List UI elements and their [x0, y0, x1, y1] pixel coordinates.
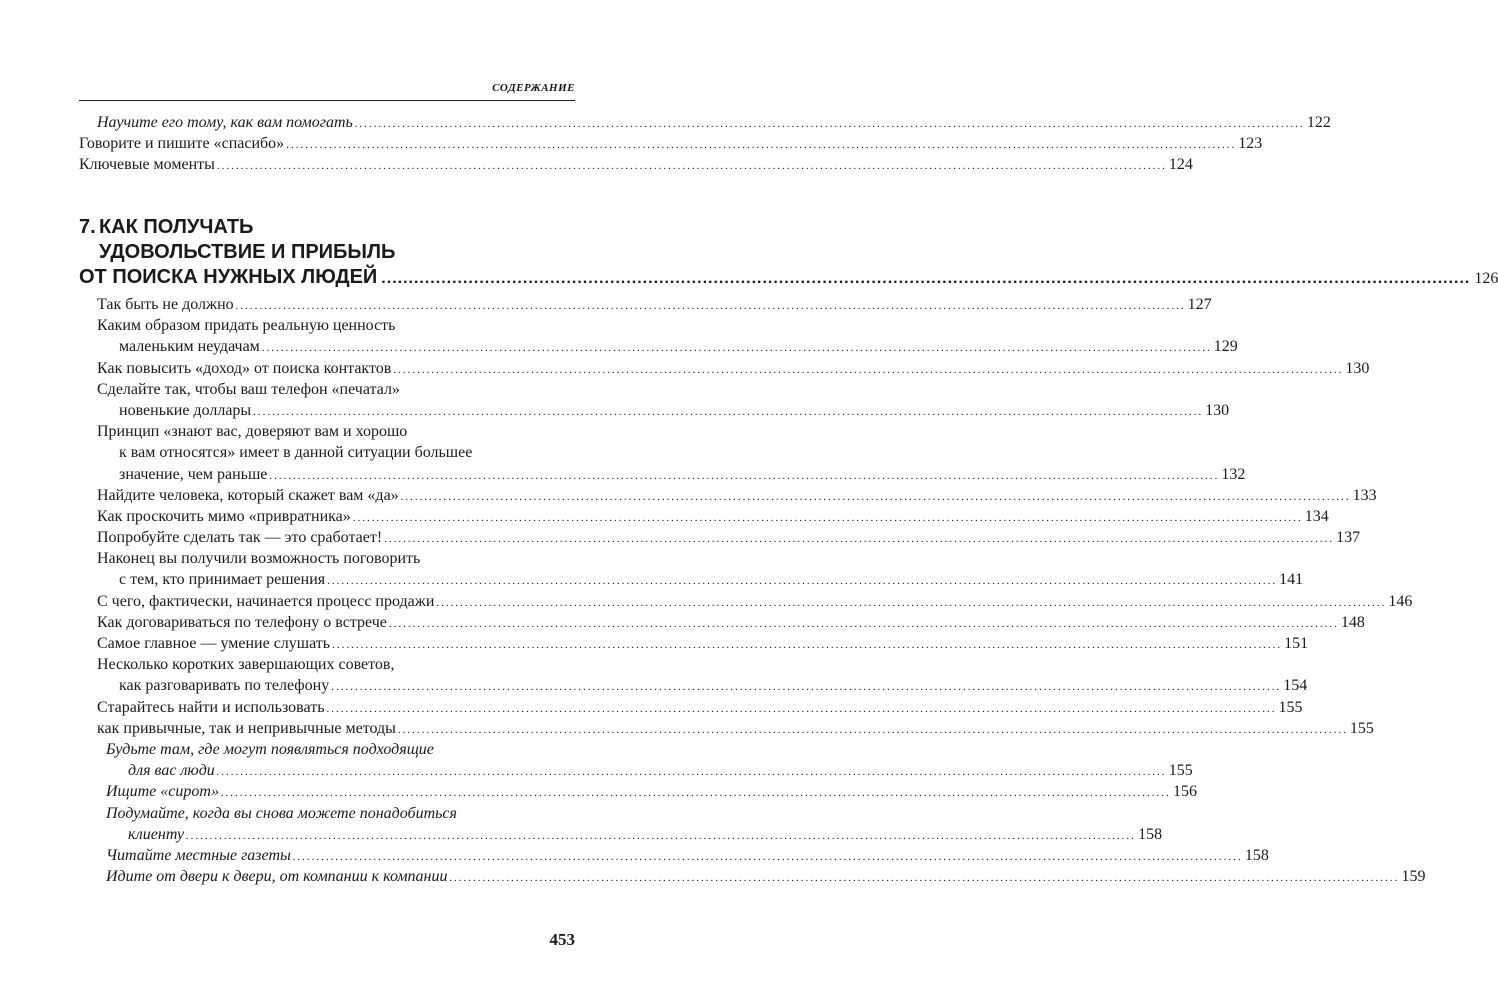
- toc-entry[interactable]: [79, 635, 1309, 656]
- dot-leader: ........................................................................................................................................................................................................: [449, 872, 1400, 885]
- toc-entry[interactable]: [79, 114, 1331, 135]
- toc-entry[interactable]: [79, 846, 1269, 868]
- header-rule: [79, 100, 575, 101]
- toc-entry[interactable]: [79, 156, 1193, 177]
- chapter-title-line: УДОВОЛЬСТВИЕ И ПРИБЫЛЬ: [99, 241, 396, 263]
- chapter-page-number: 126: [1474, 270, 1498, 287]
- toc-page-number: 129: [1213, 338, 1238, 356]
- toc-entry[interactable]: [79, 423, 1246, 487]
- dot-leader: ........................................................................................................................................................................................................: [397, 723, 1348, 736]
- toc-entry[interactable]: [79, 868, 1426, 889]
- toc-entry[interactable]: [79, 698, 1303, 720]
- toc-entry-title-line: Каким образом придать реальную ценность: [97, 317, 396, 335]
- toc-entry-title-line: с тем, кто принимает решения: [119, 571, 326, 589]
- dot-leader: ........................................................................................................................................................................................................: [286, 139, 1237, 152]
- toc-entry-title-line: Как договариваться по телефону о встрече: [97, 613, 387, 631]
- dot-leader: ........................................................................................................................................................................................................: [331, 681, 1282, 694]
- toc-entry-title-line: Ищите «сирот»: [106, 783, 219, 801]
- toc-entry-title-line: Как проскочить мимо «привратника»: [97, 507, 351, 525]
- dot-leader: ........................................................................................................................................................................................................: [384, 533, 1335, 546]
- toc-page-number: 124: [1168, 156, 1193, 174]
- toc-entry-title-line: Ключевые моменты: [79, 156, 215, 174]
- toc-entry-title-line: новенькие доллары: [119, 401, 252, 419]
- dot-leader: ........................................................................................................................................................................................................: [332, 639, 1283, 651]
- dot-leader: ........................................................................................................................................................................................................: [186, 829, 1137, 842]
- dot-leader: ........................................................................................................................................................................................................: [354, 118, 1305, 130]
- toc-entry[interactable]: [79, 529, 1361, 550]
- toc-page-number: 130: [1345, 359, 1370, 377]
- toc-entry[interactable]: [79, 804, 1163, 847]
- toc-page-number: 137: [1336, 529, 1361, 547]
- toc-entry-title-line: Несколько коротких завершающих советов,: [97, 656, 395, 674]
- toc-entry-title-line: Наконец вы получили возможность поговорить: [97, 550, 421, 568]
- toc-page-number: 156: [1172, 783, 1197, 801]
- toc-entry[interactable]: [79, 719, 1374, 741]
- toc-entry-title-line: С чего, фактически, начинается процесс продажи: [97, 592, 435, 610]
- toc-entry-title-line: Идите от двери к двери, от компании к компании: [106, 868, 448, 886]
- toc-entry-title-line: Самое главное — умение слушать: [97, 635, 331, 652]
- toc-entry[interactable]: [79, 380, 1230, 423]
- toc-entry[interactable]: [79, 135, 1263, 156]
- dot-leader: ........................................................................................................................................................................................................: [436, 596, 1387, 609]
- toc-entry-title-line: для вас люди: [128, 762, 215, 780]
- toc-entry-title-line: Попробуйте сделать так — это сработает!: [97, 529, 383, 547]
- toc-entry-title-line: к вам относятся» имеет в данной ситуации большее: [119, 444, 473, 462]
- toc-page-number: 159: [1401, 868, 1426, 886]
- toc-entry[interactable]: [79, 656, 1308, 698]
- dot-leader: ........................................................................................................................................................................................................: [261, 342, 1212, 355]
- dot-leader: ........................................................................................................................................................................................................: [216, 766, 1167, 779]
- toc-entry[interactable]: [79, 783, 1197, 804]
- dot-leader: ........................................................................................................................................................................................................: [292, 850, 1243, 863]
- dot-leader: ........................................................................................................................................................................................................: [220, 787, 1171, 800]
- toc-entry-title-line: Принцип «знают вас, доверяют вам и хорошо: [97, 423, 408, 441]
- toc-page-number: 151: [1284, 635, 1309, 652]
- chapter-title-line: ОТ ПОИСКА НУЖНЫХ ЛЮДЕЙ: [79, 266, 378, 288]
- toc-page-number: 148: [1340, 613, 1365, 631]
- chapter-title-line: КАК ПОЛУЧАТЬ: [99, 216, 254, 238]
- toc-entry[interactable]: [79, 592, 1413, 614]
- toc-page-number: 158: [1244, 846, 1269, 864]
- toc-page-number: 122: [1306, 114, 1331, 131]
- toc-entry[interactable]: [79, 486, 1377, 508]
- toc-entry-title-line: Старайтесь найти и использовать: [97, 698, 325, 716]
- toc-page-number: 133: [1352, 486, 1377, 504]
- toc-page-number: 132: [1221, 465, 1246, 483]
- toc-entry-title-line: как разговаривать по телефону: [119, 677, 330, 695]
- toc-page-number: 141: [1279, 571, 1304, 589]
- toc-page-number: 134: [1304, 507, 1329, 525]
- dot-leader: ........................................................................................................................................................................................................: [393, 363, 1344, 376]
- toc-entry[interactable]: [79, 613, 1365, 635]
- toc-entry-title-line: Говорите и пишите «спасибо»: [79, 135, 285, 153]
- dot-leader: ........................................................................................................................................................................................................: [326, 702, 1277, 715]
- toc-page-number: 155: [1349, 719, 1374, 737]
- toc-entry[interactable]: [79, 740, 1193, 783]
- toc-entry-title-line: клиенту: [128, 825, 185, 843]
- toc-page-number: 154: [1283, 677, 1308, 695]
- toc-page-number: 123: [1238, 135, 1263, 153]
- toc-entry[interactable]: [79, 359, 1370, 381]
- dot-leader: ........................................................................................................................................................................................................: [235, 300, 1186, 312]
- dot-leader: ........................................................................................................................................................................................................: [388, 617, 1339, 630]
- toc-page-number: 155: [1168, 762, 1193, 780]
- toc-entry-title-line: Будьте там, где могут появляться подходящие: [106, 740, 434, 758]
- toc-entry-title-line: Подумайте, когда вы снова можете понадобиться: [106, 804, 457, 822]
- toc-entry[interactable]: [79, 507, 1329, 529]
- page-number: 453: [549, 930, 575, 949]
- toc-entry-title-line: значение, чем раньше: [119, 465, 268, 483]
- toc-top-section: [79, 114, 1331, 178]
- toc-entry-title-line: Так быть не должно: [97, 296, 234, 313]
- toc-entry-title-line: Как повысить «доход» от поиска контактов: [97, 359, 392, 377]
- toc-entry-title-line: Читайте местные газеты: [106, 846, 291, 864]
- toc-entry-title-line: маленьким неудачам: [119, 338, 260, 356]
- dot-leader: ........................................................................................................................................................................................................: [352, 511, 1303, 524]
- dot-leader: ........................................................................................................................................................................................................: [253, 405, 1204, 418]
- toc-entry[interactable]: [79, 550, 1304, 592]
- dot-leader: ........................................................................................................................................................................................................: [327, 575, 1278, 588]
- chapter-number: 7.: [79, 216, 96, 238]
- toc-page-number: 130: [1205, 401, 1230, 419]
- dot-leader: ........................................................................................................................................................................................................: [400, 490, 1351, 503]
- toc-entry-title-line: Сделайте так, чтобы ваш телефон «печатал»: [97, 380, 400, 398]
- running-header: СОДЕРЖАНИЕ: [492, 82, 575, 94]
- toc-page-number: 146: [1388, 592, 1413, 610]
- toc-page-number: 127: [1187, 296, 1212, 313]
- toc-entry[interactable]: [79, 296, 1212, 317]
- dot-leader: ........................................................................................................................................................................................................: [216, 160, 1167, 173]
- toc-entry-title-line: как привычные, так и непривычные методы: [97, 719, 396, 737]
- toc-entry-title-line: Найдите человека, который скажет вам «да»: [97, 486, 399, 504]
- toc-page-number: 155: [1278, 698, 1303, 716]
- toc-entry[interactable]: [79, 317, 1238, 359]
- dot-leader: ........................................................................................................................................................................................................: [381, 270, 1471, 287]
- toc-page-number: 158: [1138, 825, 1163, 843]
- dot-leader: ........................................................................................................................................................................................................: [269, 469, 1220, 482]
- toc-entry-title-line: Научите его тому, как вам помогать: [97, 114, 353, 131]
- chapter-heading[interactable]: [79, 216, 1498, 291]
- toc-chapter-section: [79, 296, 1426, 889]
